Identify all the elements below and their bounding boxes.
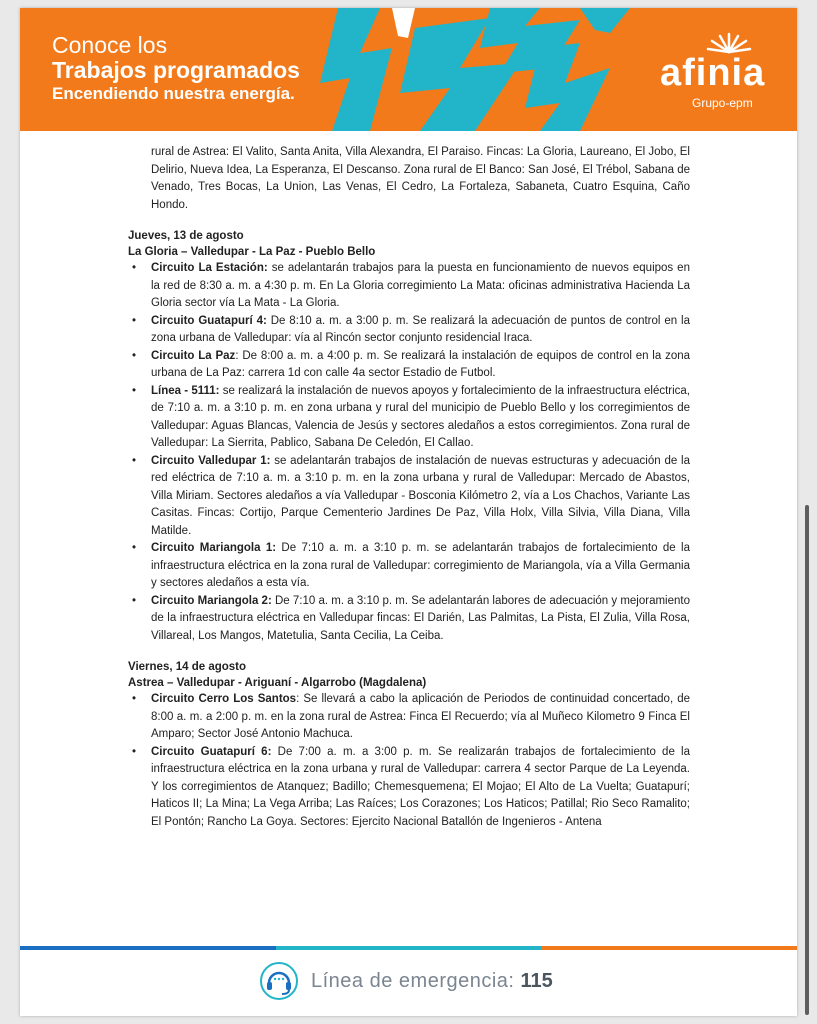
list-item: • Circuito Cerro Los Santos: Se llevará a cabo la aplicación de Periodos de continuidad concertado, de 8:00 a. m. a 2:00 p. m. en la zona rural de Astrea: Finca El Recuerdo; vía al Muñeco Kilometro 9 Finca El Amparo; Sector José Antonio Machuca. bbox=[132, 693, 690, 740]
logo-name: afinia bbox=[660, 52, 766, 94]
circuit-details: : De 8:00 a. m. a 4:00 p. m. Se realizará la instalación de equipos de control en la zona urbana de La Paz: carrera 1d con calle 4a sector Estadio de Futbol. bbox=[151, 349, 691, 379]
day-date: Jueves, 13 de agosto bbox=[128, 230, 244, 242]
list-item: • Circuito Guatapurí 4: De 8:10 a. m. a 3:00 p. m. Se realizará la adecuación de puntos de control en la zona urbana de Valledupar: vía al Rincón sector conjunto residencial Iraca. bbox=[132, 314, 690, 344]
circuit-details: De 7:10 a. m. a 3:10 p. m. Se adelantarán labores de adecuación y mejoramiento de la infraestructura eléctrica en Valledupar fincas: El Darién, Las Palmitas, La Pista, El Zulia, Villa Rosa, Villareal, Los Mangos, Matetulia, Santa Cecilia, La Ceiba. bbox=[151, 594, 690, 642]
circuit-details: se adelantarán trabajos de instalación de nuevas estructuras y adecuación de la red eléctrica de 7:10 a. m. a 3:10 p. m. en la zona urbana y rural de Valledupar: Mercado de Abastos, Villa Miriam. Sectores aledaños a vía Valledupar - Bosconia Kilómetro 2, vía a Los Chachos, Variante Las Casitas. Fincas: Cortijo, Parque Cementerio Jardines De Paz, Villa Holx, Villa Silvia, Villa Diana, Villa Matilde. bbox=[151, 454, 690, 537]
day-region: La Gloria – Valledupar - La Paz - Pueblo Bello bbox=[128, 246, 376, 258]
circuit-name: Circuito Mariangola 2: bbox=[151, 594, 272, 607]
circuit-details: se adelantarán trabajos para la puesta en funcionamiento de nuevos equipos en la red de 8:30 a. m. a 4:30 p. m. En La Gloria corregimiento La Mata: oficinas administrativa Hacienda La Gloria sector vía La Mata - La Gloria. bbox=[151, 262, 690, 309]
intro-paragraph: rural de Astrea: El Valito, Santa Anita, Villa Alexandra, El Paraiso. Fincas: La Gloria, Laureano, El Jobo, El Delirio, Nueva Idea, La Esperanza, El Descanso. Zona rural de El Banco: San José, El Trébol, Sabana de Venado, Tres Bocas, La Union, Las Venas, El Cedro, La Fortaleza, Sabaneta, Cuatro Esquina, Caño Hondo. bbox=[151, 146, 690, 211]
afinia-logo bbox=[648, 30, 788, 110]
logo-group: Grupo-epm bbox=[692, 96, 753, 110]
sun-rays-icon bbox=[706, 32, 752, 54]
emergency-label: Línea de emergencia: bbox=[311, 969, 515, 992]
emergency-number[interactable]: 115 bbox=[520, 969, 553, 992]
circuit-name: Circuito La Estación: bbox=[151, 262, 268, 274]
circuit-name: Circuito Cerro Los Santos bbox=[151, 693, 297, 705]
work-list bbox=[128, 260, 690, 645]
header-banner bbox=[20, 8, 797, 131]
list-item: • Línea - 5111: se realizará la instalación de nuevos apoyos y fortalecimiento de la infraestructura eléctrica, de 7:10 a. m. a 3:10 p. m. en zona urbana y rural del municipio de Pueblo Bello y los corregimientos de Valledupar: Aguas Blancas, Valencia de Jesús y sectores aledaños a estos corregimientos. Zona rural de Valledupar: La Sierrita, Pablico, Sabana De Celedón, El Callao. bbox=[132, 384, 691, 449]
list-item: • Circuito La Paz: De 8:00 a. m. a 4:00 p. m. Se realizará la instalación de equipos de control en la zona urbana de La Paz: carrera 1d con calle 4a sector Estadio de Futbol. bbox=[132, 349, 691, 379]
headset-icon bbox=[259, 961, 299, 1001]
circuit-details: De 7:10 a. m. a 3:10 p. m. se adelantarán trabajos de fortalecimiento de la infraestructura eléctrica en la zona rural de Valledupar: corregimiento de Mariangola, vía a Villa Germania y sectores aledaños a esta vía. bbox=[151, 542, 690, 589]
list-item: • Circuito Guatapurí 6: De 7:00 a. m. a 3:00 p. m. Se realizarán trabajos de fortalecimiento de la infraestructura eléctrica en la zona urbana y rural de Valledupar: carrera 4 sector Parque de La Leyenda. Y los corregimientos de Atanquez; Badillo; Chemesquemena; El Mojao; El Alto de La Vuelta; Guatapurí; Haticos II; La Mina; La Vega Arriba; Las Raíces; Los Corazones; Los Haticos; Patillal; Rio Seco Ramalito; El Pontón; Rancho La Goya. Sectores: Ejercito Nacional Batallón de Ingenieros - Antena bbox=[132, 745, 691, 828]
list-item: • Circuito Valledupar 1: se adelantarán trabajos de instalación de nuevas estructuras y adecuación de la red eléctrica de 7:10 a. m. a 3:10 p. m. en la zona urbana y rural de Valledupar: Mercado de Abastos, Villa Miriam. Sectores aledaños a vía Valledupar - Bosconia Kilómetro 2, vía a Los Chachos, Variante Las Casitas. Fincas: Cortijo, Parque Cementerio Jardines De Paz, Villa Holx, Villa Silvia, Villa Diana, Villa Matilde. bbox=[132, 454, 690, 537]
emergency-line bbox=[259, 961, 553, 1001]
circuit-name: Línea - 5111: bbox=[151, 384, 220, 397]
circuit-name: Circuito Mariangola 1: bbox=[151, 542, 277, 554]
banner-slogan: Encendiendo nuestra energía. bbox=[52, 84, 295, 103]
document-page bbox=[20, 8, 797, 1016]
circuit-name: Circuito Valledupar 1: bbox=[151, 454, 271, 467]
banner-line-1: Conoce los bbox=[52, 32, 168, 58]
scrollbar[interactable] bbox=[805, 505, 809, 1015]
footer-color-bar bbox=[20, 946, 797, 950]
circuit-details: De 8:10 a. m. a 3:00 p. m. Se realizará la adecuación de puntos de control en la zona urbana de Valledupar: vía al Rincón sector conjunto residencial Iraca. bbox=[151, 314, 690, 344]
list-item: • Circuito Mariangola 1: De 7:10 a. m. a 3:10 p. m. se adelantarán trabajos de fortalecimiento de la infraestructura eléctrica en la zona rural de Valledupar: corregimiento de Mariangola, vía a Villa Germania y sectores aledaños a esta vía. bbox=[132, 542, 690, 589]
day-region: Astrea – Valledupar - Ariguaní - Algarrobo (Magdalena) bbox=[128, 677, 427, 689]
work-list bbox=[128, 691, 690, 831]
schedule-content bbox=[128, 144, 690, 831]
circuit-name: Circuito La Paz bbox=[151, 349, 236, 362]
circuit-details: De 7:00 a. m. a 3:00 p. m. Se realizarán trabajos de fortalecimiento de la infraestructura eléctrica en la zona urbana y rural de Valledupar: carrera 4 sector Parque de La Leyenda. Y los corregimientos de Atanquez; Badillo; Chemesquemena; El Mojao; El Alto de La Vuelta; Guatapurí; Haticos II; La Mina; La Vega Arriba; Las Raíces; Los Corazones; Los Haticos; Patillal; Rio Seco Ramalito; El Pontón; Rancho La Goya. Sectores: Ejercito Nacional Batallón de Ingenieros - Antena bbox=[151, 745, 691, 828]
circuit-details: : Se llevará a cabo la aplicación de Periodos de continuidad concertado, de 8:00 a. m. a 2:00 p. m. en la zona rural de Astrea: Finca El Recuerdo; vía al Muñeco Kilometro 9 Finca El Amparo; Sector José Antonio Machuca. bbox=[151, 693, 690, 740]
circuit-name: Circuito Guatapurí 4: bbox=[151, 314, 267, 327]
day-date: Viernes, 14 de agosto bbox=[128, 661, 247, 673]
circuit-name: Circuito Guatapurí 6: bbox=[151, 745, 272, 758]
circuit-details: se realizará la instalación de nuevos apoyos y fortalecimiento de la infraestructura eléctrica, de 7:10 a. m. a 3:10 p. m. en zona urbana y rural del municipio de Pueblo Bello y los corregimientos de Valledupar: Aguas Blancas, Valencia de Jesús y sectores aledaños a estos corregimientos. Zona rural de Valledupar: La Sierrita, Pablico, Sabana De Celedón, El Callao. bbox=[151, 384, 691, 449]
list-item: • Circuito La Estación: se adelantarán trabajos para la puesta en funcionamiento de nuevos equipos en la red de 8:30 a. m. a 4:30 p. m. En La Gloria corregimiento La Mata: oficinas administrativa Hacienda La Gloria sector vía La Mata - La Gloria. bbox=[132, 262, 690, 309]
banner-title: Trabajos programados bbox=[52, 57, 300, 83]
list-item: • Circuito Mariangola 2: De 7:10 a. m. a 3:10 p. m. Se adelantarán labores de adecuación y mejoramiento de la infraestructura eléctrica en Valledupar fincas: El Darién, Las Palmitas, La Pista, El Zulia, Villa Rosa, Villareal, Los Mangos, Matetulia, Santa Cecilia, La Ceiba. bbox=[132, 594, 690, 642]
